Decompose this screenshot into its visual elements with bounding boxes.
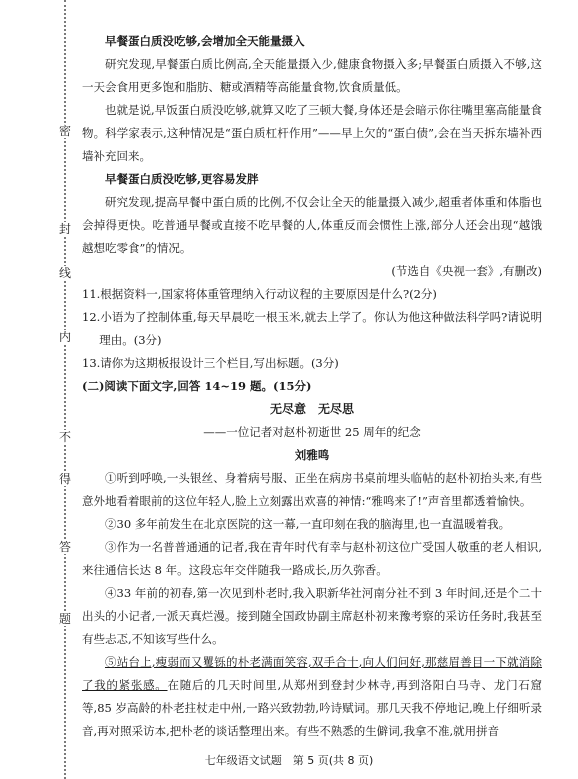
section-2-heading: (二)阅读下面文字,回答 14~19 题。(15分) bbox=[82, 379, 312, 393]
passage2-paragraph-3: ③作为一名普普通通的记者,我在青年时代有幸与赵朴初这位广受国人敬重的老人相识,来往通信长达 8 年。这段忘年交伴随我一路成长,历久弥香。 bbox=[82, 540, 542, 577]
passage1-paragraph-1: 研究发现,早餐蛋白质比例高,全天能量摄入少,健康食物摄入多;早餐蛋白质摄入不够,这一天会食用更多饱和脂肪、糖或酒精等高能量食物,饮食质量低。 bbox=[82, 57, 542, 94]
margin-char-3: 线 bbox=[56, 266, 74, 280]
margin-char-1: 密 bbox=[56, 124, 74, 138]
passage1-paragraph-2: 也就是说,早饭蛋白质没吃够,就算又吃了三顿大餐,身体还是会暗示你往嘴里塞高能量食物。科学家表示,这种情况是“蛋白质杠杆作用”——早上欠的“蛋白债”,会在当天拆东墙补西墙补充回来。 bbox=[82, 103, 542, 163]
passage1-heading-2: 早餐蛋白质没吃够,更容易发胖 bbox=[105, 172, 259, 186]
page-content bbox=[82, 30, 542, 743]
margin-char-4: 内 bbox=[56, 330, 74, 344]
passage1-heading-1: 早餐蛋白质没吃够,会增加全天能量摄入 bbox=[105, 34, 305, 48]
margin-char-7: 答 bbox=[56, 540, 74, 554]
passage1-paragraph-3: 研究发现,提高早餐中蛋白质的比例,不仅会让全天的能量摄入减少,超重者体重和体脂也会掉得更快。吃普通早餐或直接不吃早餐的人,体重反而会惯性上涨,部分人还会出现“越饿越想吃零食”的情况。 bbox=[82, 195, 542, 255]
margin-char-8: 题 bbox=[56, 612, 74, 626]
passage1-source: (节选自《央视一套》,有删改) bbox=[391, 264, 542, 278]
passage2-paragraph-2: ②30 多年前发生在北京医院的这一幕,一直印刻在我的脑海里,也一直温暖着我。 bbox=[105, 517, 511, 531]
passage2-author: 刘雅鸣 bbox=[294, 448, 330, 462]
passage2-subtitle: ——一位记者对赵朴初逝世 25 周年的纪念 bbox=[203, 425, 421, 439]
margin-char-2: 封 bbox=[56, 222, 74, 236]
question-13: 13.请你为这期板报设计三个栏目,写出标题。(3分) bbox=[82, 356, 339, 370]
margin-char-6: 得 bbox=[56, 472, 74, 486]
passage2-paragraph-1: ①听到呼唤,一头银丝、身着病号服、正坐在病房书桌前埋头临帖的赵朴初抬头来,有些意外地看着眼前的这位年轻人,脸上立刻露出欢喜的神情:“雅鸣来了!”声音里都透着愉快。 bbox=[82, 471, 542, 508]
paragraph-5-rest: 在随后的几天时间里,从郑州到登封少林寺,再到洛阳白马寺、龙门石窟等,85 岁高龄的朴老拄杖走中州,一路兴致勃勃,吟诗赋词。那几天我不停地记,晚上仔细听录音,再对照采访本,把朴老的谈话整理出来。有些不熟悉的生僻词,我拿不准,就用拼音 bbox=[82, 678, 543, 738]
passage2-paragraph-5 bbox=[82, 651, 542, 743]
margin-char-5: 不 bbox=[56, 430, 74, 444]
passage2-title: 无尽意 无尽思 bbox=[269, 402, 354, 416]
page-footer: 七年级语文试题 第 5 页(共 8 页) bbox=[204, 754, 374, 767]
question-12: 12.小语为了控制体重,每天早晨吃一根玉米,就去上学了。你认为他这种做法科学吗?请说明理由。(3分) bbox=[82, 310, 542, 347]
binding-line bbox=[64, 0, 66, 779]
underlined-sentence: ⑤站台上,瘦弱而又矍铄的朴老满面笑容,双手合十,向人们问好,那慈眉善目一下就消除了我的紧张感。 bbox=[82, 655, 542, 692]
passage2-paragraph-4: ④33 年前的初春,第一次见到朴老时,我入职新华社河南分社不到 3 年时间,还是个二十出头的小记者,一派天真烂漫。接到随全国政协副主席赵朴初来豫考察的采访任务时,我甚至有些忐忑,不知该写些什么。 bbox=[82, 586, 542, 646]
question-11: 11.根据资料一,国家将体重管理纳入行动议程的主要原因是什么?(2分) bbox=[82, 287, 437, 301]
